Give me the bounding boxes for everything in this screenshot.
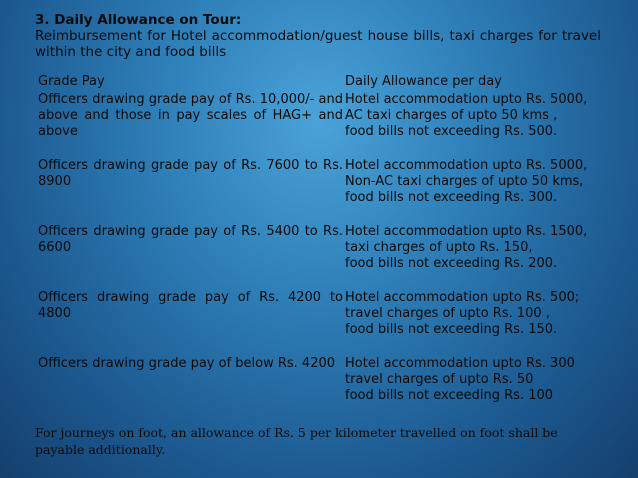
grade-pay-cell: Officers drawing grade pay of Rs. 10,000/- and above and those in pay scales of HAG+ and above bbox=[38, 92, 343, 139]
allowance-cell bbox=[345, 224, 604, 272]
header-daily-allowance: Daily Allowance per day bbox=[345, 74, 502, 89]
grade-pay-cell: Officers drawing grade pay of below Rs. 4200 bbox=[38, 356, 336, 371]
allowance-line: Hotel accommodation upto Rs. 1500, bbox=[345, 224, 588, 239]
allowance-line: travel charges of upto Rs. 50 bbox=[345, 372, 534, 387]
table-row bbox=[38, 158, 604, 206]
section-subtitle: Reimbursement for Hotel accommodation/guest house bills, taxi charges for travel within the city and food bills bbox=[35, 28, 601, 60]
allowance-line: Non-AC taxi charges of upto 50 kms, bbox=[345, 174, 584, 189]
grade-pay-cell: Officers drawing grade pay of Rs. 7600 to Rs. 8900 bbox=[38, 158, 343, 189]
table-header-row bbox=[38, 74, 604, 90]
allowance-line: Hotel accommodation upto Rs. 300 bbox=[345, 356, 575, 371]
footer-note: For journeys on foot, an allowance of Rs. 5 per kilometer travelled on foot shall be payable additionally. bbox=[35, 425, 558, 457]
table-row bbox=[38, 356, 604, 404]
allowance-line: Hotel accommodation upto Rs. 5000, bbox=[345, 92, 588, 107]
allowance-cell bbox=[345, 158, 604, 206]
allowance-line: Hotel accommodation upto Rs. 5000, bbox=[345, 158, 588, 173]
allowance-cell bbox=[345, 290, 604, 338]
allowance-line: Hotel accommodation upto Rs. 500; bbox=[345, 290, 580, 305]
allowance-cell bbox=[345, 92, 604, 140]
allowance-line: AC taxi charges of upto 50 kms , bbox=[345, 108, 558, 123]
allowance-line: food bills not exceeding Rs. 100 bbox=[345, 388, 554, 403]
allowance-line: travel charges of upto Rs. 100 , bbox=[345, 306, 550, 321]
heading-block bbox=[35, 12, 601, 60]
allowance-line: food bills not exceeding Rs. 500. bbox=[345, 124, 558, 139]
table-row bbox=[38, 92, 604, 140]
section-title: 3. Daily Allowance on Tour: bbox=[35, 12, 242, 28]
allowance-line: food bills not exceeding Rs. 300. bbox=[345, 190, 558, 205]
table-row bbox=[38, 290, 604, 338]
grade-pay-cell: Officers drawing grade pay of Rs. 4200 to 4800 bbox=[38, 290, 343, 321]
allowance-line: food bills not exceeding Rs. 150. bbox=[345, 322, 558, 337]
header-grade-pay: Grade Pay bbox=[38, 74, 105, 89]
allowance-cell bbox=[345, 356, 604, 404]
allowance-line: taxi charges of upto Rs. 150, bbox=[345, 240, 533, 255]
allowance-line: food bills not exceeding Rs. 200. bbox=[345, 256, 558, 271]
table-row bbox=[38, 224, 604, 272]
grade-pay-cell: Officers drawing grade pay of Rs. 5400 to Rs. 6600 bbox=[38, 224, 343, 255]
